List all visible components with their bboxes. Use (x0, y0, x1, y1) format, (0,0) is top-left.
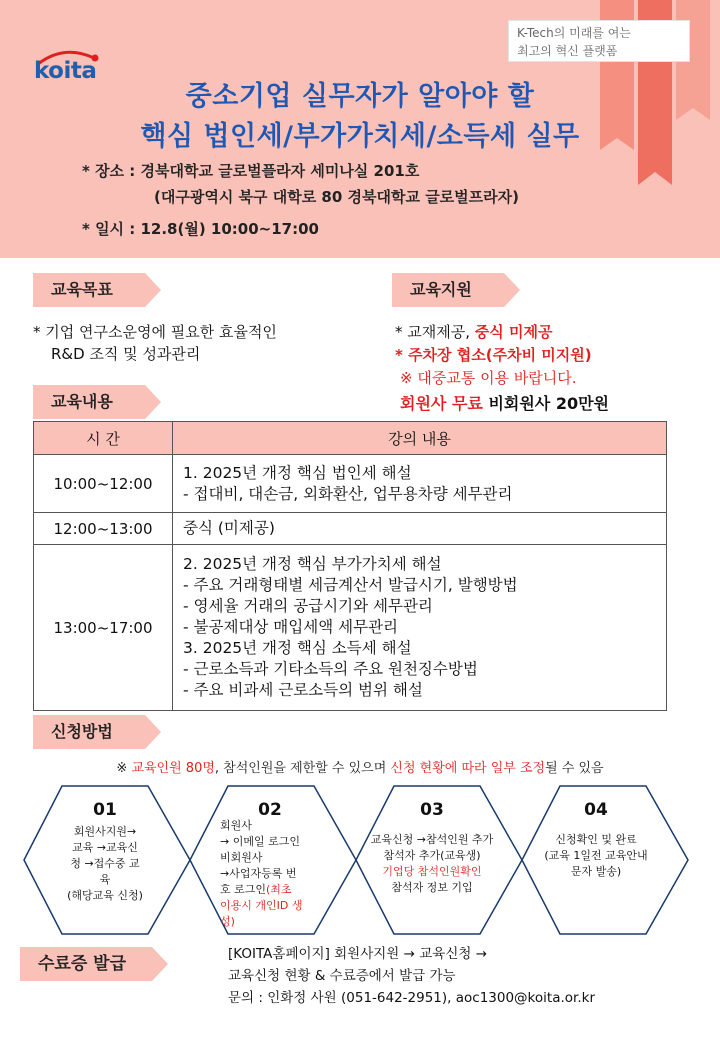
support-line3: ※ 대중교통 이용 바랍니다. (400, 369, 577, 387)
step-02-text: 회원사 → 이메일 로그인 비회원사 →사업자등록 번 호 로그인(최초 이용시 개인ID 생 성) (220, 819, 303, 928)
row-content: 중식 (미제공) (173, 513, 667, 545)
table-row (34, 455, 667, 513)
row-time: 12:00~13:00 (34, 513, 173, 545)
date-line: * 일시 : 12.8(월) 10:00~17:00 (82, 220, 319, 238)
logo-text: koita (34, 58, 97, 84)
header-banner (0, 0, 720, 258)
row-time: 10:00~12:00 (34, 455, 173, 513)
fee-line: 회원사 무료 비회원사 20만원 (400, 394, 610, 413)
certificate-line3: 문의 : 인화정 사원 (051-642-2951), aoc1300@koita.or.kr (228, 990, 595, 1006)
goal-heading: 교육목표 (33, 273, 163, 307)
step-number-02: 02 (258, 800, 282, 820)
col-time-header: 시 간 (34, 422, 173, 455)
apply-notice: ※ 교육인원 80명, 참석인원을 제한할 수 있으며 신청 현황에 따라 일부 조정될 수 있음 (116, 761, 604, 776)
support-heading: 교육지원 (392, 273, 522, 307)
table-row (34, 513, 667, 545)
step-03-text: 교육신청 →참석인원 추가 참석자 추가(교육생) 기업당 참석인원확인 참석자 정보 기입 (370, 833, 494, 894)
step-number-03: 03 (420, 800, 444, 820)
support-line2: * 주차장 협소(주차비 미지원) (395, 346, 592, 364)
goal-line2: R&D 조직 및 성과관리 (51, 345, 201, 363)
page-title-line1: 중소기업 실무자가 알아야 할 (185, 81, 535, 112)
place-line1: * 장소 : 경북대학교 글로벌플라자 세미나실 201호 (82, 162, 420, 180)
support-line1: * 교재제공, 중식 미제공 (395, 323, 553, 341)
row-time: 13:00~17:00 (34, 545, 173, 711)
row-content: 2. 2025년 개정 핵심 부가가치세 해설 - 주요 거래형태별 세금계산서 발급시기, 발행방법 - 영세율 거래의 공급시기와 세무관리 - 불공제대상 매입세액 세무관리 3. 2025년 개정 핵심 소득세 해설 - 근로소득과 기타소득의 주요 원천징수방법 - 주요 비과세 근로소득의 범위 해설 (173, 545, 667, 711)
goal-line1: * 기업 연구소운영에 필요한 효율적인 (33, 323, 277, 341)
content-heading: 교육내용 (33, 385, 163, 419)
certificate-heading: 수료증 발급 (20, 947, 170, 981)
apply-heading: 신청방법 (33, 715, 163, 749)
table-row (34, 545, 667, 711)
step-number-01: 01 (93, 800, 117, 820)
place-line2: (대구광역시 북구 대학로 80 경북대학교 글로벌프라자) (154, 188, 519, 206)
schedule-table (33, 421, 667, 711)
certificate-line2: 교육신청 현황 & 수료증에서 발급 가능 (228, 968, 456, 984)
tagline-line2: 최고의 혁신 플랫폼 (517, 44, 618, 58)
col-content-header: 강의 내용 (173, 422, 667, 455)
certificate-line1: [KOITA홈페이지] 회원사지원 → 교육신청 → (228, 946, 488, 962)
page-title-line2: 핵심 법인세/부가가치세/소득세 실무 (140, 121, 580, 152)
step-04-text: 신청확인 및 완료 (교육 1일전 교육안내 문자 발송) (544, 833, 648, 878)
tagline-box (508, 20, 690, 62)
table-header-row (34, 422, 667, 455)
step-number-04: 04 (584, 800, 608, 820)
certificate-info (228, 943, 595, 1009)
step-01-text: 회원사지원→ 교육 →교육신 청 →접수중 교 육 (해당교육 신청) (67, 825, 143, 902)
tagline-line1: K-Tech의 미래를 여는 (517, 26, 631, 40)
row-content: 1. 2025년 개정 핵심 법인세 해설 - 접대비, 대손금, 외화환산, 업무용차량 세무관리 (173, 455, 667, 513)
